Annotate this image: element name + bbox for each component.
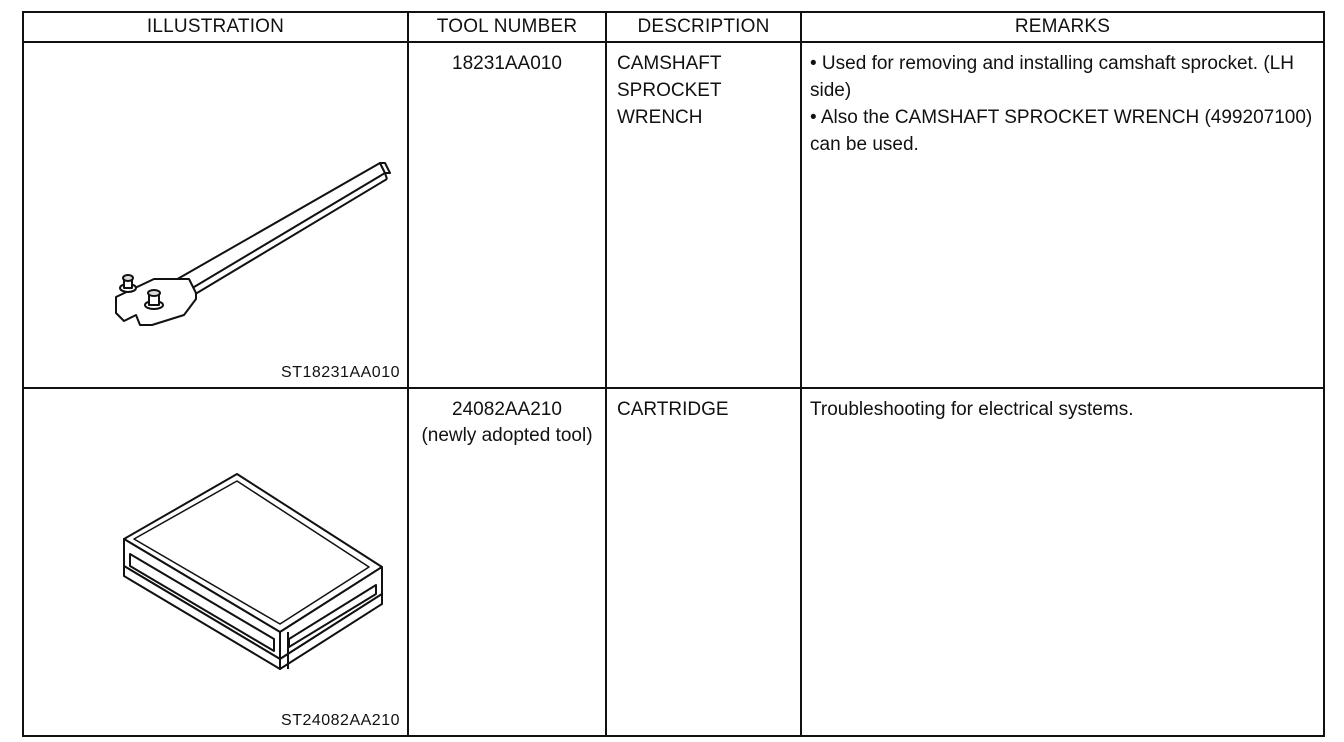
tool-number-note: (newly adopted tool) <box>421 425 593 446</box>
tool-number-cell <box>408 42 606 388</box>
remark-line: • Used for removing and installing camshaft sprocket. (LH side) <box>810 53 1294 101</box>
special-tools-table <box>22 11 1325 737</box>
illustration-code: ST18231AA010 <box>281 364 400 381</box>
header-remarks: REMARKS <box>801 12 1324 42</box>
description-cell <box>606 42 801 388</box>
header-tool-number: TOOL NUMBER <box>408 12 606 42</box>
table-row <box>23 388 1324 736</box>
tool-number-cell <box>408 388 606 736</box>
camshaft-sprocket-wrench-icon <box>24 43 409 389</box>
cartridge-icon <box>24 389 409 735</box>
illustration-cell <box>23 42 408 388</box>
remarks-cell <box>801 42 1324 388</box>
remark-line: • Also the CAMSHAFT SPROCKET WRENCH (499207100) can be used. <box>810 107 1313 155</box>
tool-number: 24082AA210 <box>452 399 562 420</box>
tool-number: 18231AA010 <box>452 53 562 74</box>
description: CAMSHAFT SPROCKET WRENCH <box>617 53 722 128</box>
remark-line: Troubleshooting for electrical systems. <box>810 399 1134 420</box>
header-illustration: ILLUSTRATION <box>23 12 408 42</box>
header-description: DESCRIPTION <box>606 12 801 42</box>
remarks-cell <box>801 388 1324 736</box>
description: CARTRIDGE <box>617 399 729 420</box>
illustration-code: ST24082AA210 <box>281 712 400 729</box>
illustration-cell <box>23 388 408 736</box>
header-row <box>23 12 1324 42</box>
description-cell <box>606 388 801 736</box>
table-row <box>23 42 1324 388</box>
